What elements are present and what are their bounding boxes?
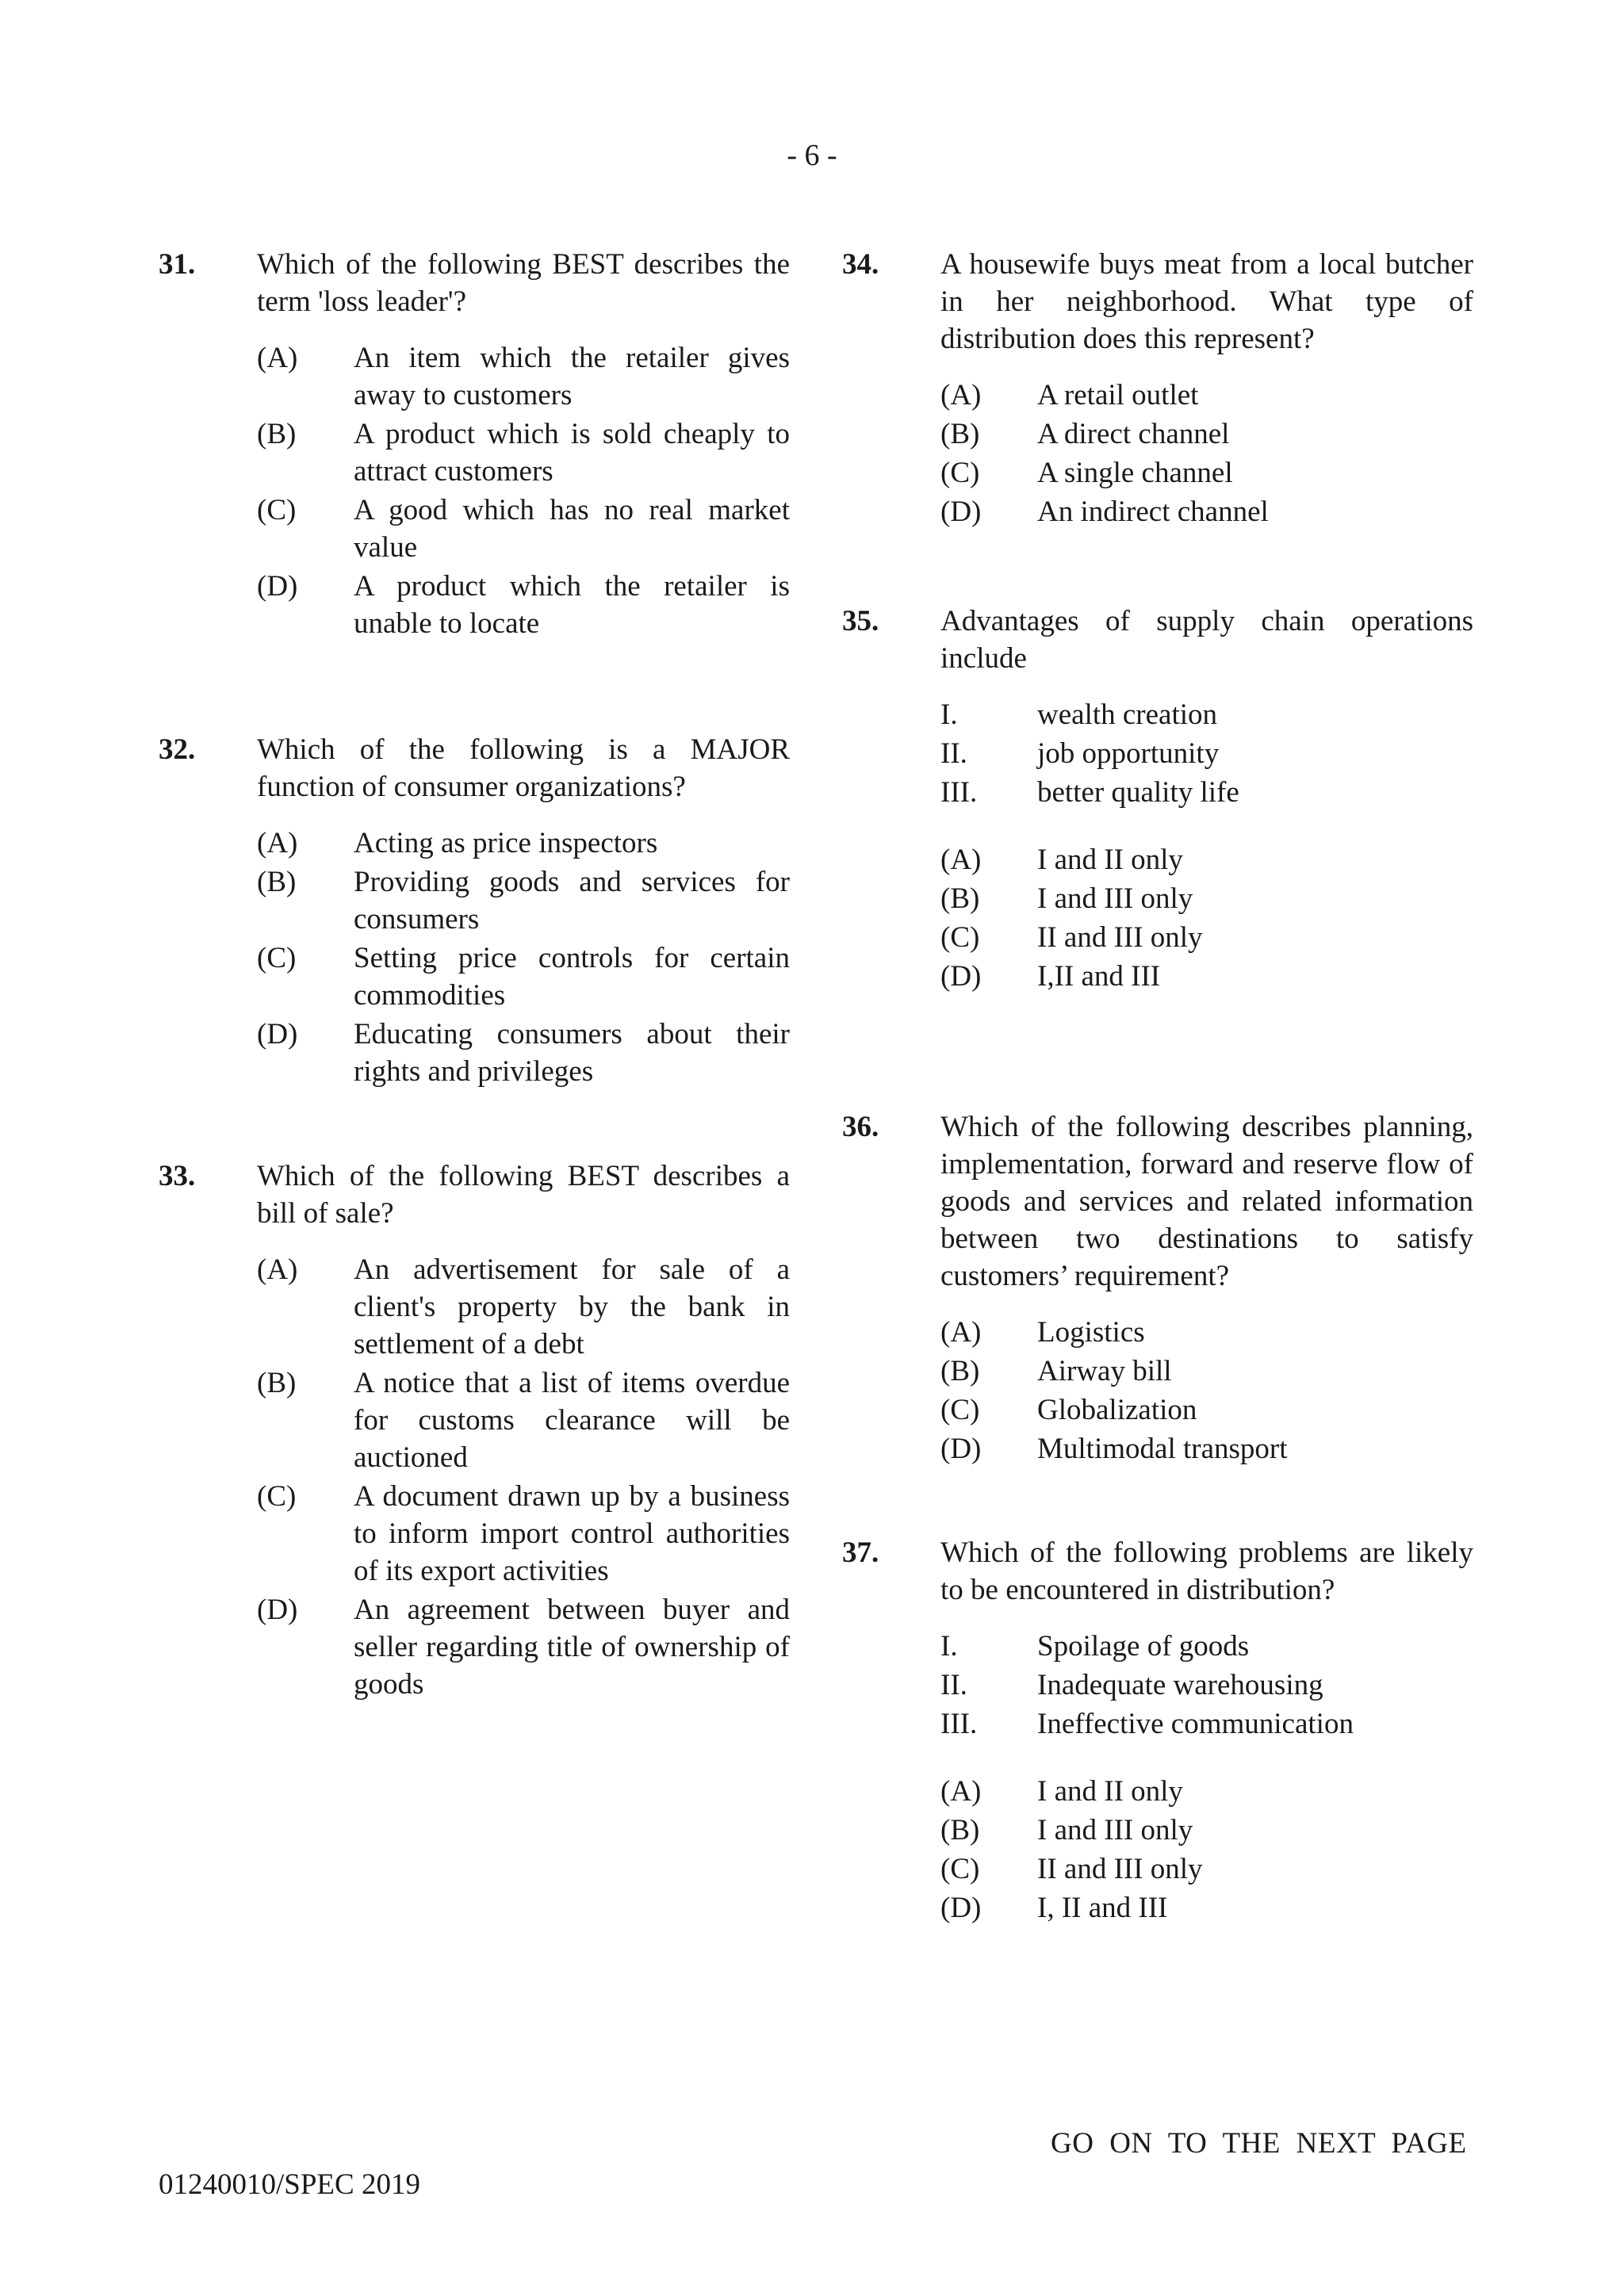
option-text: Acting as price inspectors [354,827,658,859]
question-number: 36. [842,1111,879,1143]
options-list [842,1314,1492,1468]
option-c [940,1850,1473,1888]
option-text: I and II only [1037,1775,1183,1808]
exam-code: 01240010/SPEC 2019 [159,2168,420,2201]
options-list [159,1251,809,1703]
option-d [257,568,790,642]
option-label: (A) [940,379,982,411]
option-text: A product which is sold cheaply to attract customers [354,418,790,488]
question-number: 31. [159,248,196,281]
option-b [257,863,790,938]
option-label: (B) [940,882,980,915]
option-label: (C) [257,1480,297,1513]
statement-i [940,696,1473,733]
option-text: An agreement between buyer and seller regarding title of ownership of goods [354,1594,790,1701]
question-text: Which of the following problems are likely to be encountered in distribution? [940,1536,1473,1606]
option-text: Providing goods and services for consumers [354,866,790,936]
option-text: Educating consumers about their rights and privileges [354,1018,790,1088]
option-text: A single channel [1037,457,1233,489]
option-label: (C) [940,1394,980,1426]
option-b [940,1812,1473,1849]
option-d [257,1591,790,1703]
question-36 [842,1108,1492,1468]
question-number: 34. [842,248,879,281]
option-d [940,493,1473,530]
option-text: An indirect channel [1037,496,1269,528]
question-text: Which of the following describes planning, implementation, forward and reserve flow of goods and services and related information between two destinations to satisfy customers’ requirement? [940,1111,1473,1292]
go-on-next-page-note: GO ON TO THE NEXT PAGE [1051,2127,1467,2160]
option-label: (A) [940,1316,982,1349]
option-label: (C) [257,494,297,526]
option-a [940,1773,1473,1810]
options-list [842,377,1492,530]
option-label: (A) [257,1253,298,1286]
option-label: (A) [257,342,298,374]
statement-label: II. [940,1669,967,1701]
option-label: (B) [257,418,297,450]
statement-ii [940,1667,1473,1704]
statement-i [940,1628,1473,1665]
question-32 [159,731,809,1090]
question-34 [842,246,1492,530]
option-text: A document drawn up by a business to inform import control authorities of its export activities [354,1480,790,1587]
option-label: (B) [940,1355,980,1387]
option-label: (D) [257,570,298,603]
option-text: Airway bill [1037,1355,1172,1387]
question-text: Advantages of supply chain operations include [940,605,1473,675]
statement-label: I. [940,1630,958,1663]
option-a [940,841,1473,878]
option-d [257,1016,790,1090]
option-label: (C) [257,942,297,974]
option-c [940,919,1473,956]
statement-label: II. [940,737,967,770]
option-text: I and II only [1037,844,1183,876]
statement-ii [940,735,1473,772]
option-label: (D) [940,496,982,528]
option-a [257,339,790,414]
statement-text: job opportunity [1037,737,1220,770]
option-a [257,825,790,862]
option-b [257,415,790,490]
option-label: (A) [940,844,982,876]
statement-text: better quality life [1037,776,1239,809]
option-b [940,880,1473,917]
option-text: Globalization [1037,1394,1197,1426]
option-c [940,454,1473,492]
question-text: A housewife buys meat from a local butcher in her neighborhood. What type of distribution does this represent? [940,248,1473,355]
option-d [940,1430,1473,1468]
option-a [257,1251,790,1363]
option-label: (B) [940,418,980,450]
option-d [940,1889,1473,1927]
option-label: (D) [940,1433,982,1465]
option-text: II and III only [1037,1853,1203,1885]
option-text: I,II and III [1037,960,1161,993]
statements-list [842,696,1492,811]
option-b [940,1353,1473,1390]
statement-text: wealth creation [1037,698,1218,731]
option-text: I, II and III [1037,1892,1168,1924]
statement-iii [940,774,1473,811]
option-label: (B) [257,1367,297,1399]
statement-text: Ineffective communication [1037,1708,1354,1740]
option-text: An advertisement for sale of a client's property by the bank in settlement of a debt [354,1253,790,1360]
statement-label: III. [940,776,978,809]
option-b [940,415,1473,453]
option-c [940,1391,1473,1429]
option-c [257,939,790,1014]
option-label: (D) [940,1892,982,1924]
option-text: A direct channel [1037,418,1230,450]
statements-list [842,1628,1492,1743]
question-31 [159,246,809,642]
option-text: I and III only [1037,882,1193,915]
question-35 [842,603,1492,995]
option-a [940,377,1473,414]
option-text: A good which has no real market value [354,494,790,564]
statement-label: III. [940,1708,978,1740]
option-text: Logistics [1037,1316,1145,1349]
question-33 [159,1158,809,1703]
option-label: (D) [257,1594,298,1626]
question-number: 32. [159,733,196,766]
options-list [842,1773,1492,1927]
option-b [257,1364,790,1476]
question-number: 37. [842,1536,879,1569]
option-label: (C) [940,457,980,489]
question-number: 33. [159,1160,196,1192]
option-text: A notice that a list of items overdue for customs clearance will be auctioned [354,1367,790,1474]
options-list [159,339,809,642]
option-label: (B) [257,866,297,898]
question-text: Which of the following BEST describes the term 'loss leader'? [257,248,790,318]
question-text: Which of the following BEST describes a bill of sale? [257,1160,790,1230]
question-number: 35. [842,605,879,637]
option-a [940,1314,1473,1351]
options-list [842,841,1492,995]
option-text: Setting price controls for certain commodities [354,942,790,1012]
statement-label: I. [940,698,958,731]
option-text: Multimodal transport [1037,1433,1288,1465]
option-text: II and III only [1037,921,1203,954]
option-text: A retail outlet [1037,379,1199,411]
option-label: (A) [257,827,298,859]
option-text: I and III only [1037,1814,1193,1846]
statement-iii [940,1705,1473,1743]
option-label: (A) [940,1775,982,1808]
option-label: (B) [940,1814,980,1846]
option-text: A product which the retailer is unable to locate [354,570,790,640]
option-label: (C) [940,921,980,954]
option-d [940,958,1473,995]
option-c [257,1478,790,1590]
option-label: (D) [257,1018,298,1050]
option-text: An item which the retailer gives away to customers [354,342,790,411]
statement-text: Spoilage of goods [1037,1630,1250,1663]
option-label: (C) [940,1853,980,1885]
option-label: (D) [940,960,982,993]
options-list [159,825,809,1090]
statement-text: Inadequate warehousing [1037,1669,1323,1701]
question-37 [842,1534,1492,1927]
option-c [257,492,790,566]
page-number: - 6 - [787,139,837,172]
question-text: Which of the following is a MAJOR function of consumer organizations? [257,733,790,803]
